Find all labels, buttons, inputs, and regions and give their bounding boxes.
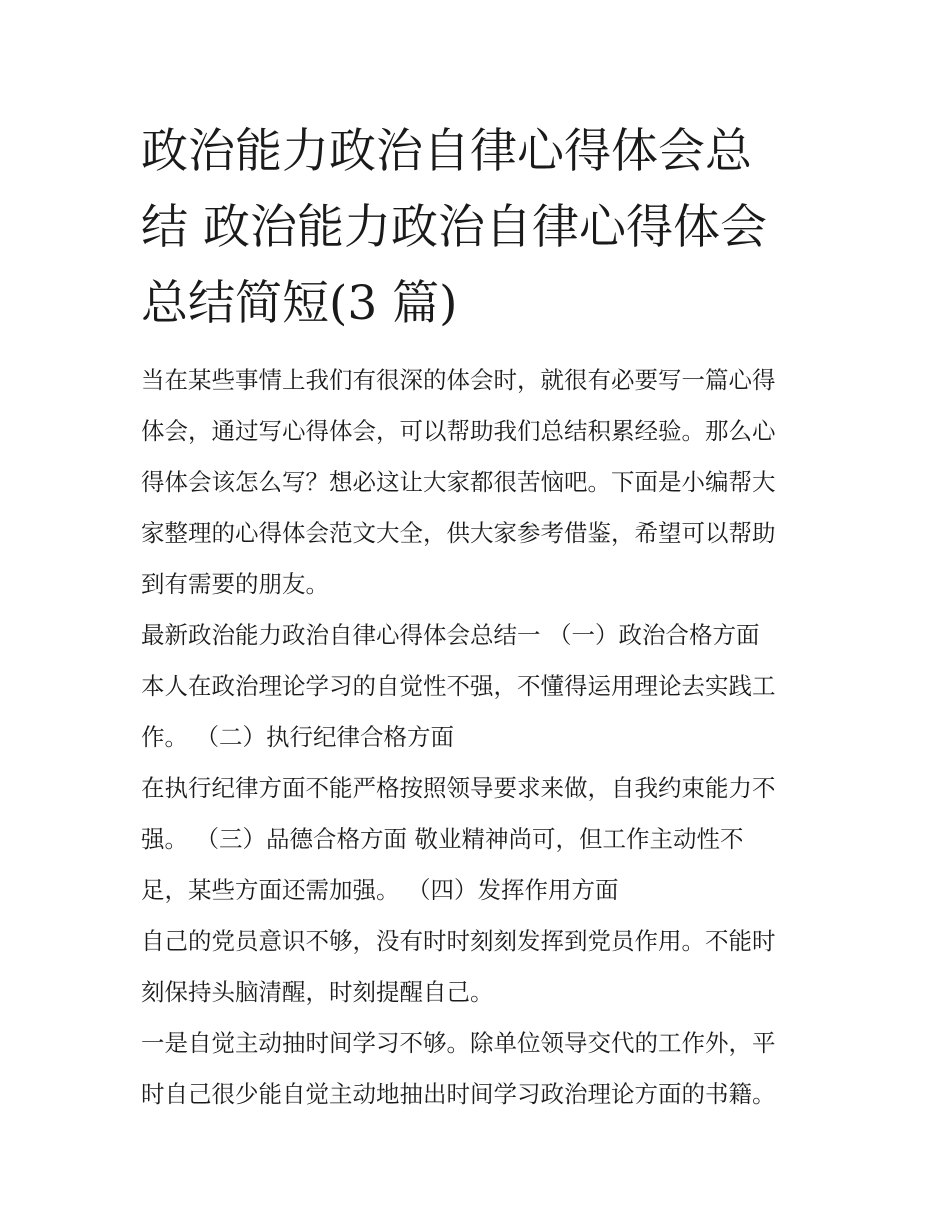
body-text-line: 当在某些事情上我们有很深的体会时，就很有必要写一篇心得 xyxy=(141,366,776,394)
body-text-line: 强。 （三）品德合格方面 敬业精神尚可，但工作主动性不 xyxy=(141,825,744,853)
body-text-line: 体会，通过写心得体会，可以帮助我们总结积累经验。那么心 xyxy=(141,417,776,445)
body-text-line: 到有需要的朋友。 xyxy=(141,570,329,598)
body-text-line: 本人在政治理论学习的自觉性不强，不懂得运用理论去实践工 xyxy=(141,672,776,700)
body-text-line: 刻保持头脑清醒，时刻提醒自己。 xyxy=(141,978,494,1006)
title-line: 总结简短(3 篇) xyxy=(141,276,458,331)
body-text-line: 时自己很少能自觉主动地抽出时间学习政治理论方面的书籍。 xyxy=(141,1080,776,1108)
body-text-line: 足，某些方面还需加强。 （四）发挥作用方面 xyxy=(141,876,619,904)
body-text-line: 作。 （二）执行纪律合格方面 xyxy=(141,723,454,751)
document-title xyxy=(141,114,821,342)
body-text-line: 家整理的心得体会范文大全，供大家参考借鉴，希望可以帮助 xyxy=(141,519,776,547)
body-text-line: 最新政治能力政治自律心得体会总结一 （一）政治合格方面 xyxy=(141,621,760,649)
document-body xyxy=(141,355,821,1120)
body-text-line: 自己的党员意识不够，没有时时刻刻发挥到党员作用。不能时 xyxy=(141,927,776,955)
title-line: 结 政治能力政治自律心得体会 xyxy=(141,200,767,255)
body-text-line: 在执行纪律方面不能严格按照领导要求来做，自我约束能力不 xyxy=(141,774,776,802)
title-line: 政治能力政治自律心得体会总 xyxy=(141,124,752,179)
body-text-line: 一是自觉主动抽时间学习不够。除单位领导交代的工作外，平 xyxy=(141,1029,776,1057)
body-text-line: 得体会该怎么写？想必这让大家都很苦恼吧。下面是小编帮大 xyxy=(141,468,776,496)
